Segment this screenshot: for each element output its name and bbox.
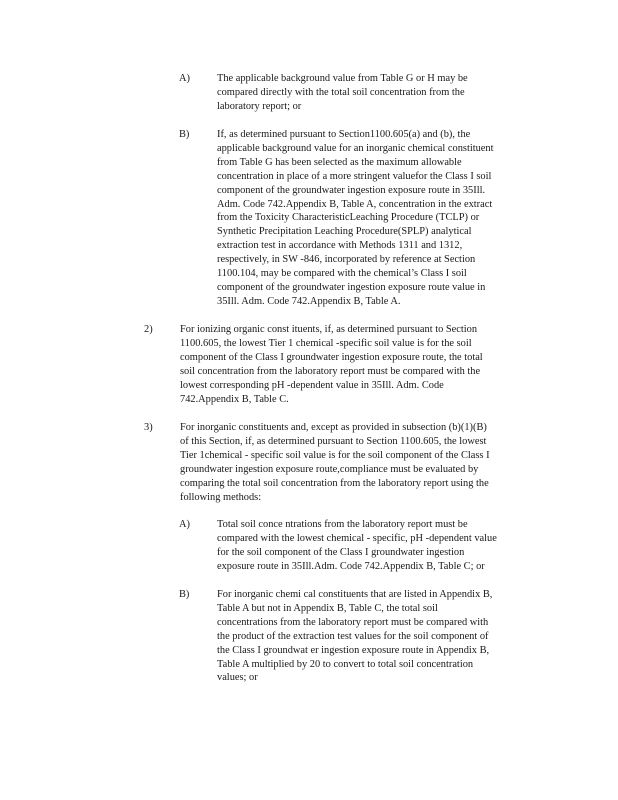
text-line: comparing the total soil concentration from the laboratory report using the [180,477,489,489]
item-label: B) [179,129,190,140]
text-line: values; or [217,672,258,684]
text-line: component of the groundwater ingestion exposure route in 35Ill. [217,184,486,196]
item-label: A) [179,73,190,84]
text-line: groundwater ingestion exposure route,compliance must be evaluated by [180,463,479,475]
text-line: 1100.605, the lowest Tier 1 chemical -specific soil value is for the soil [180,337,472,349]
text-line: respectively, in SW -846, incorporated by reference at Section [217,254,476,266]
item-text [217,588,534,685]
item-text [217,518,534,574]
text-line: Table A but not in Appendix B, Table C, the total soil [217,602,438,614]
item-label: 2) [144,324,153,335]
text-line: Adm. Code 742.Appendix B, Table A, concentration in the extract [217,198,493,210]
text-line: applicable background value for an inorganic chemical constituent [217,142,494,154]
text-line: of this Section, if, as determined pursuant to Section 1100.605, the lowest [180,435,487,447]
text-line: For inorganic chemi cal constituents that are listed in Appendix B, [217,589,493,600]
text-line: For inorganic constituents and, except as provided in subsection (b)(1)(B) [180,422,487,433]
item-text [180,323,538,406]
item-label: B) [179,589,190,600]
text-line: exposure route in 35Ill.Adm. Code 742.Appendix B, Table C; or [217,560,485,572]
text-line: Tier 1chemical - specific soil value is for the soil component of the Class I [180,449,490,461]
text-line: For ionizing organic const ituents, if, as determined pursuant to Section [180,324,478,335]
text-line: laboratory report; or [217,100,302,112]
text-line: component of the Class I groundwater ingestion exposure route, the total [180,351,483,363]
text-line: If, as determined pursuant to Section1100.605(a) and (b), the [217,129,471,140]
item-text [217,72,534,114]
text-line: from Table G has been selected as the maximum allowable [217,156,462,168]
text-line: compared directly with the total soil concentration from the [217,86,465,98]
text-line: for the soil component of the Class I groundwater ingestion [217,546,465,558]
item-text [180,421,538,504]
text-line: 1100.104, may be compared with the chemical’s Class I soil [217,268,467,280]
text-line: the product of the extraction test values for the soil component of [217,630,489,642]
text-line: 35Ill. Adm. Code 742.Appendix B, Table A. [217,295,401,307]
text-line: The applicable background value from Table G or H may be [217,73,468,84]
text-line: lowest corresponding pH -dependent value in 35Ill. Adm. Code [180,379,444,391]
text-line: Table A multiplied by 20 to convert to total soil concentration [217,658,474,670]
text-line: from the Toxicity CharacteristicLeaching Procedure (TCLP) or [217,212,480,224]
text-line: following methods: [180,491,262,503]
text-line: concentration in place of a more stringent valuefor the Class I soil [217,170,492,182]
text-line: Total soil conce ntrations from the laboratory report must be [217,519,468,530]
text-line: extraction test in accordance with Methods 1311 and 1312, [217,240,463,252]
text-line: soil concentration from the laboratory report must be compared with the [180,365,481,377]
text-line: component of the groundwater ingestion exposure route value in [217,281,486,293]
text-line: compared with the lowest chemical - specific, pH -dependent value [217,532,497,544]
item-label: 3) [144,422,153,433]
text-line: 742.Appendix B, Table C. [180,393,289,405]
text-line: concentrations from the laboratory report must be compared with [217,616,489,628]
text-line: the Class I groundwat er ingestion exposure route in Appendix B, [217,644,490,656]
item-label: A) [179,519,190,530]
item-text [217,128,534,309]
text-line: Synthetic Precipitation Leaching Procedure(SPLP) analytical [217,226,472,238]
